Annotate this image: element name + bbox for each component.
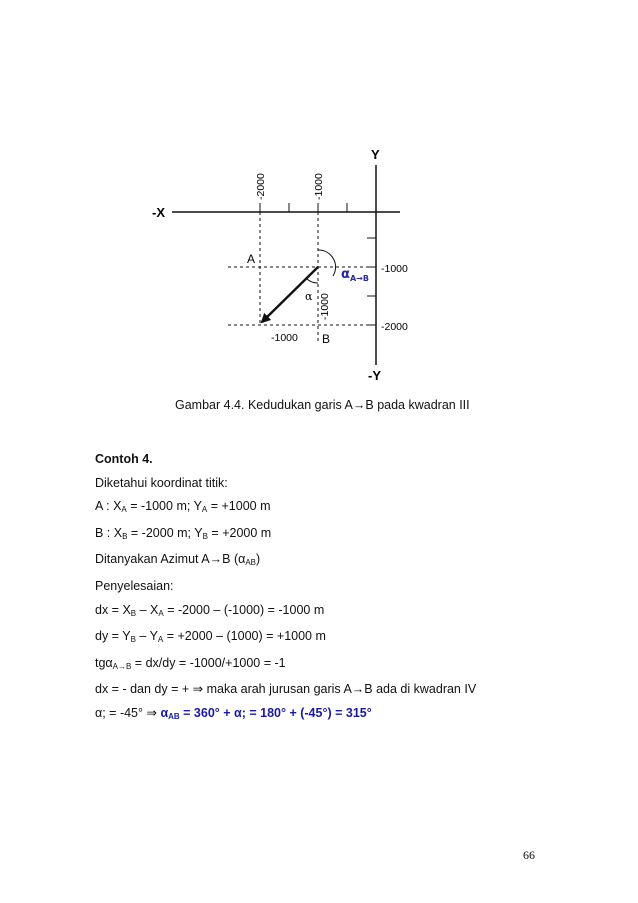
text-span: = -1000 m; Y: [126, 499, 202, 514]
subscript: AB: [245, 558, 257, 568]
subscript: A: [201, 505, 208, 515]
text-span: tgα: [95, 655, 113, 670]
tick-y-1000-label: -1000: [381, 263, 408, 275]
subscript: B: [122, 531, 128, 541]
text-span: dx = X: [95, 602, 131, 617]
dx-line: [95, 599, 476, 626]
subscript: A: [158, 608, 164, 618]
highlight-result: = 360° + α; = 180° + (-45°) = 315°: [179, 705, 372, 720]
tick-x-2000-label: -2000: [255, 173, 267, 200]
figure-caption: Gambar 4.4. Kedudukan garis A→B pada kwadran III: [175, 398, 470, 412]
alpha-arc: [306, 278, 318, 283]
text-span: B : X: [95, 525, 123, 540]
axis-y-label: Y: [371, 147, 380, 162]
text-span: – Y: [135, 629, 158, 644]
text-span: = -2000 – (-1000) = -1000 m: [163, 602, 325, 617]
text-span: A : X: [95, 499, 122, 514]
point-a-label: A: [247, 252, 256, 266]
subscript: B: [202, 531, 208, 541]
text-span: dy = Y: [95, 629, 131, 644]
tick-x-1000-label: -1000: [313, 173, 325, 200]
example-section: [95, 448, 476, 729]
text-span: α; = -45° ⇒: [95, 705, 161, 720]
highlight-alpha: α: [160, 705, 169, 720]
subscript: A: [157, 635, 164, 645]
dy-label: -1000: [319, 293, 331, 320]
alpha-label: α: [305, 290, 313, 303]
subscript: A: [121, 505, 127, 515]
coord-b-line: [95, 522, 476, 549]
highlight-sub: AB: [168, 711, 180, 721]
solution-line: Penyelesaian:: [95, 578, 174, 593]
dy-line: [95, 625, 476, 652]
azimuth-arc: [318, 250, 336, 276]
azimuth-diagram: [0, 0, 638, 400]
azimuth-label: [341, 267, 369, 283]
azimuth-sub: A→B: [349, 274, 369, 283]
axis-neg-x-label: -X: [152, 205, 165, 220]
subscript: B: [130, 635, 136, 645]
page-number: 66: [523, 848, 535, 862]
axis-neg-y-label: -Y: [368, 368, 381, 383]
text-span: = -2000 m; Y: [127, 525, 203, 540]
final-line: [95, 702, 476, 729]
coord-a-line: [95, 495, 476, 522]
tick-y-2000-label: -2000: [381, 321, 408, 333]
intro-line: Diketahui koordinat titik:: [95, 475, 228, 490]
example-heading: Contoh 4.: [95, 452, 153, 466]
subscript: B: [130, 608, 137, 618]
dx-label: -1000: [271, 332, 298, 344]
subscript: A→B: [112, 661, 132, 671]
quadrant-line: dx = - dan dy = + ⇒ maka arah jurusan garis A→B ada di kwadran IV: [95, 682, 477, 697]
text-span: Ditanyakan Azimut A→B (α: [95, 552, 246, 567]
tg-line: [95, 652, 476, 679]
text-span: = +2000 m: [207, 525, 272, 540]
text-span: – X: [136, 602, 159, 617]
azimuth-alpha: α: [341, 267, 350, 282]
text-span: = +2000 – (1000) = +1000 m: [163, 629, 326, 644]
question-line: [95, 548, 476, 575]
text-span: ): [256, 552, 261, 567]
point-b-label: B: [322, 332, 331, 346]
text-span: = dx/dy = -1000/+1000 = -1: [131, 655, 286, 670]
text-span: = +1000 m: [207, 499, 271, 514]
